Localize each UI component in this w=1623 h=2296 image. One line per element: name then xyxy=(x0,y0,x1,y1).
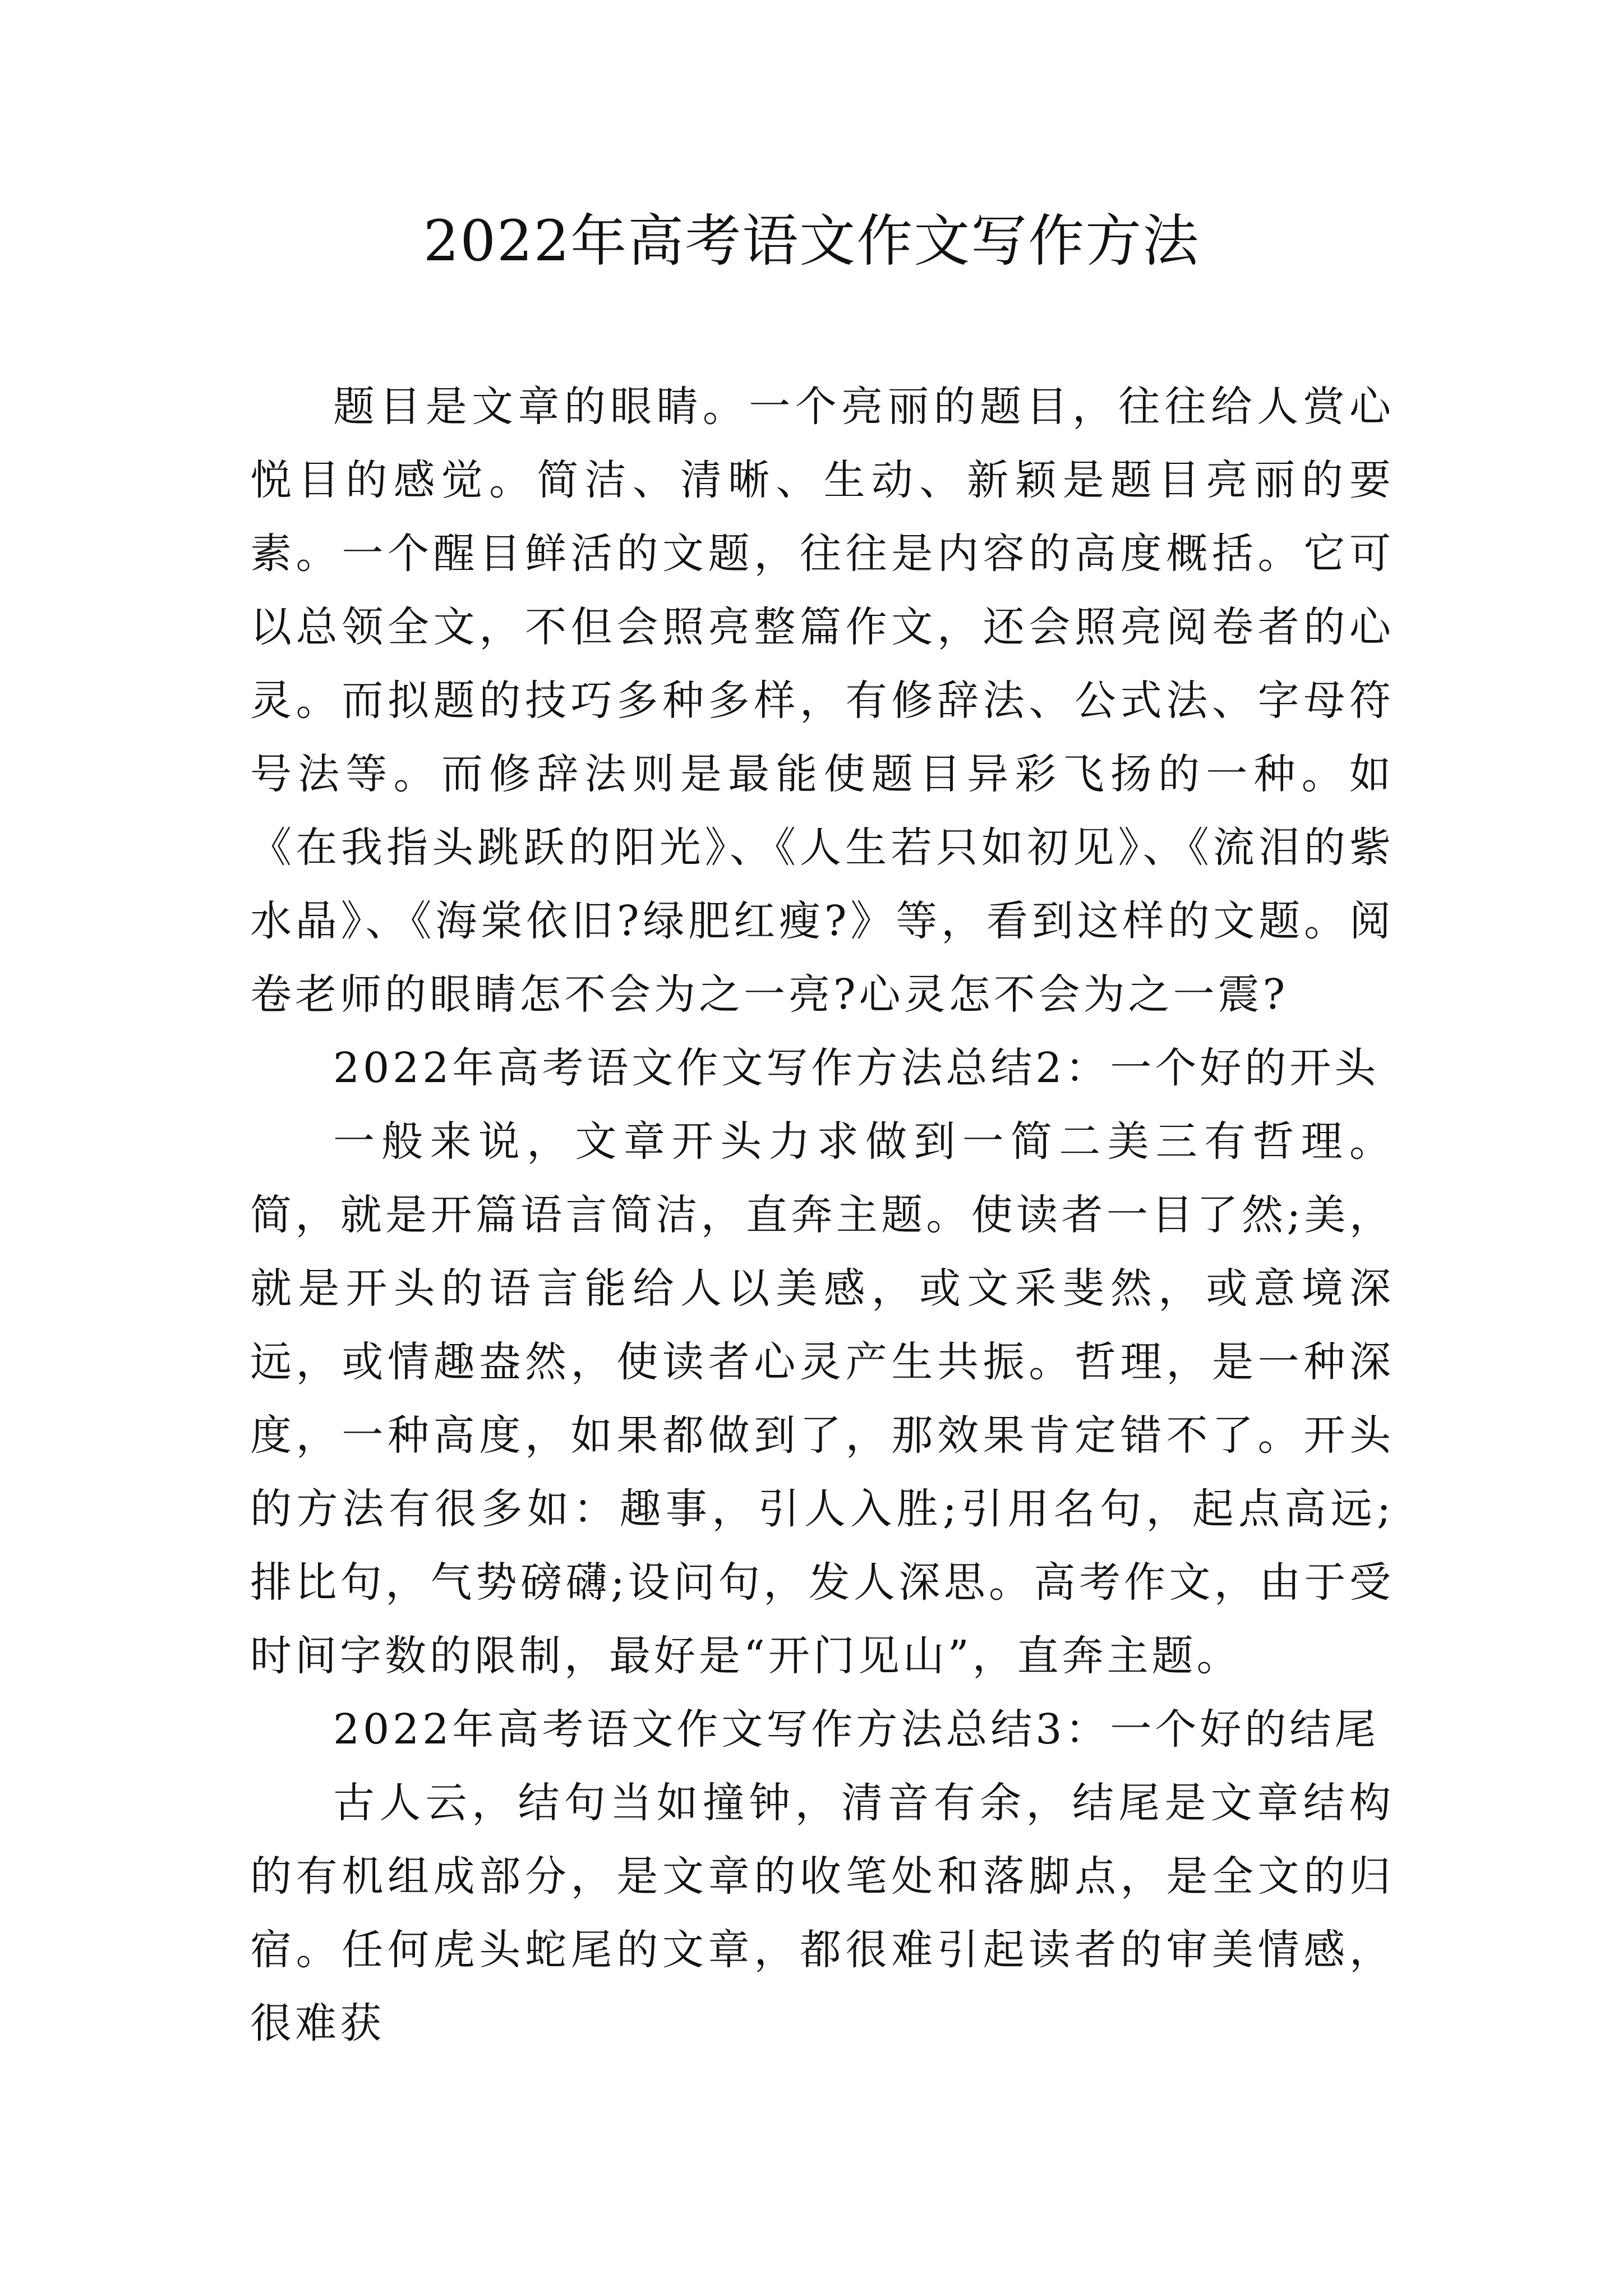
document-body xyxy=(250,370,1394,2060)
paragraph-title-tips: 题目是文章的眼睛。一个亮丽的题目，往往给人赏心悦目的感觉。简洁、清晰、生动、新颖是题目亮丽的要素。一个醒目鲜活的文题，往往是内容的高度概括。它可以总领全文，不但会照亮整篇作文，还会照亮阅卷者的心灵。而拟题的技巧多种多样，有修辞法、公式法、字母符号法等。而修辞法则是最能使题目异彩飞扬的一种。如《在我指头跳跃的阳光》、《人生若只如初见》、《流泪的紫水晶》、《海棠依旧?绿肥红瘦?》等，看到这样的文题。阅卷老师的眼睛怎不会为之一亮?心灵怎不会为之一震? xyxy=(250,383,1394,1019)
section-heading-ending: 2022年高考语文作文写作方法总结3：一个好的结尾 xyxy=(333,1705,1380,1754)
section-heading-opening: 2022年高考语文作文写作方法总结2：一个好的开头 xyxy=(333,1044,1380,1092)
paragraph-ending-tips: 古人云，结句当如撞钟，清音有余，结尾是文章结构的有机组成部分，是文章的收笔处和落脚点，是全文的归宿。任何虎头蛇尾的文章，都很难引起读者的审美情感，很难获 xyxy=(250,1779,1394,2047)
document-title: 2022年高考语文作文写作方法 xyxy=(423,208,1200,274)
paragraph-opening-tips: 一般来说，文章开头力求做到一简二美三有哲理。简，就是开篇语言简洁，直奔主题。使读者一目了然;美，就是开头的语言能给人以美感，或文采斐然，或意境深远，或情趣盎然，使读者心灵产生共振。哲理，是一种深度，一种高度，如果都做到了，那效果肯定错不了。开头的方法有很多如：趣事，引人入胜;引用名句，起点高远;排比句，气势磅礴;设问句，发人深思。高考作文，由于受时间字数的限制，最好是“开门见山”，直奔主题。 xyxy=(250,1117,1394,1680)
